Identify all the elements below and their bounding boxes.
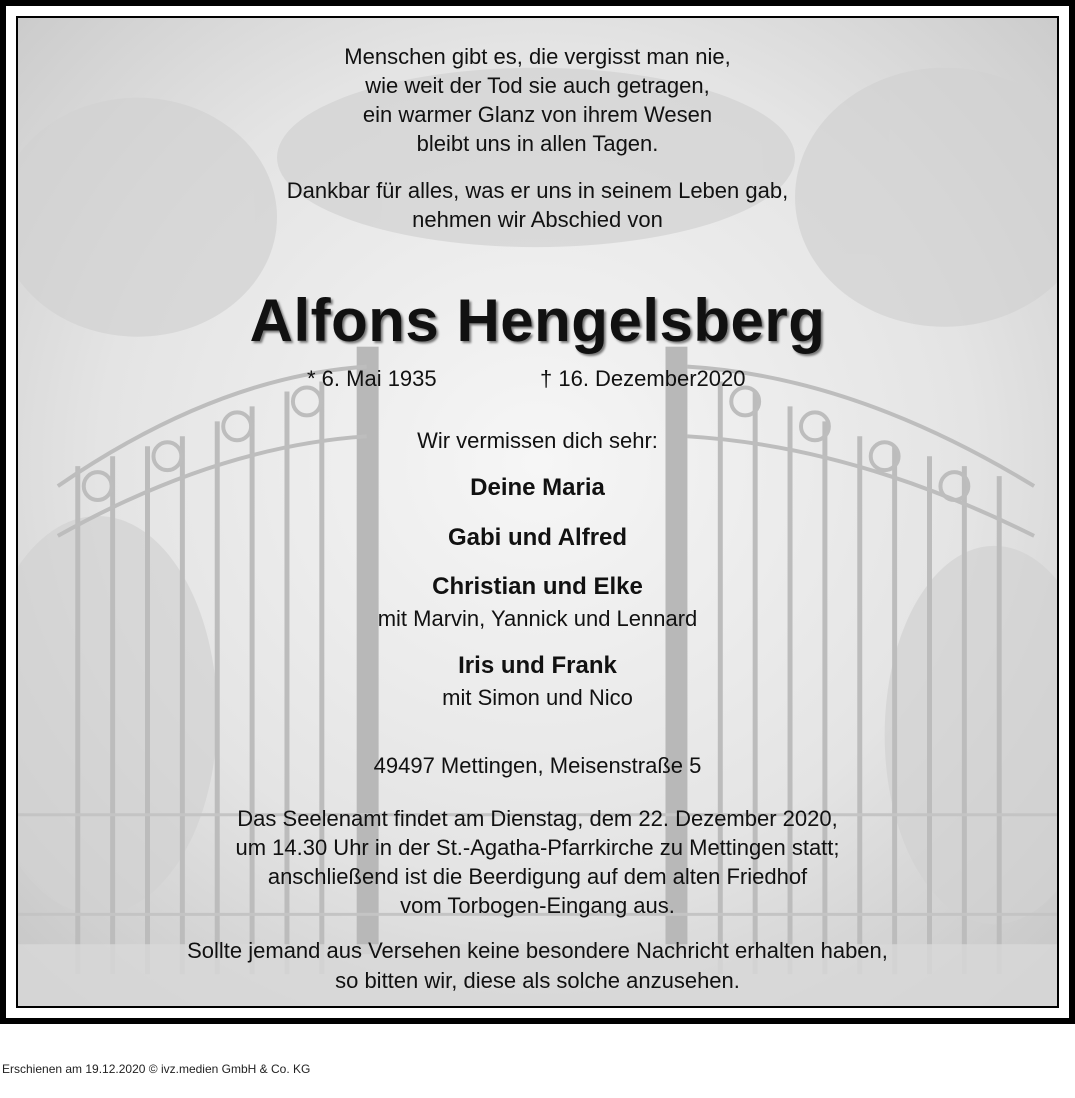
obituary-inner-frame <box>16 16 1059 1008</box>
notice-line: so bitten wir, diese als solche anzusehen. <box>335 968 740 993</box>
miss-line: Wir vermissen dich sehr: <box>417 428 658 453</box>
intro-line: Dankbar für alles, was er uns in seinem Leben gab, <box>286 178 789 203</box>
death-date: † 16. Dezember2020 <box>540 366 746 391</box>
mourner-name: Gabi und Alfred <box>447 524 628 551</box>
poem-line: ein warmer Glanz von ihrem Wesen <box>362 102 713 127</box>
birth-date: * 6. Mai 1935 <box>307 366 437 391</box>
poem-line: wie weit der Tod sie auch getragen, <box>365 73 710 98</box>
mourner-name: Christian und Elke <box>432 573 643 600</box>
poem-line: Menschen gibt es, die vergisst man nie, <box>344 44 731 69</box>
deceased-name: Alfons Hengelsberg <box>249 287 826 354</box>
notice-line: Sollte jemand aus Versehen keine besondere Nachricht erhalten haben, <box>187 938 888 963</box>
mourner-name: Iris und Frank <box>458 652 617 679</box>
service-line: anschließend ist die Beerdigung auf dem alten Friedhof <box>267 864 808 889</box>
poem-line: bleibt uns in allen Tagen. <box>416 131 659 156</box>
mourner-name: Deine Maria <box>470 474 605 501</box>
mourner-sub: mit Simon und Nico <box>442 685 633 710</box>
service-line: Das Seelenamt findet am Dienstag, dem 22. Dezember 2020, <box>237 806 838 831</box>
service-line: um 14.30 Uhr in der St.-Agatha-Pfarrkirche zu Mettingen statt; <box>235 835 840 860</box>
publication-footer: Erschienen am 19.12.2020 © ivz.medien GmbH & Co. KG <box>2 1062 311 1076</box>
address: 49497 Mettingen, Meisenstraße 5 <box>373 753 702 778</box>
service-line: vom Torbogen-Eingang aus. <box>400 893 675 918</box>
intro-line: nehmen wir Abschied von <box>412 207 663 232</box>
mourner-sub: mit Marvin, Yannick und Lennard <box>377 606 698 631</box>
obituary-text <box>18 18 1057 1006</box>
